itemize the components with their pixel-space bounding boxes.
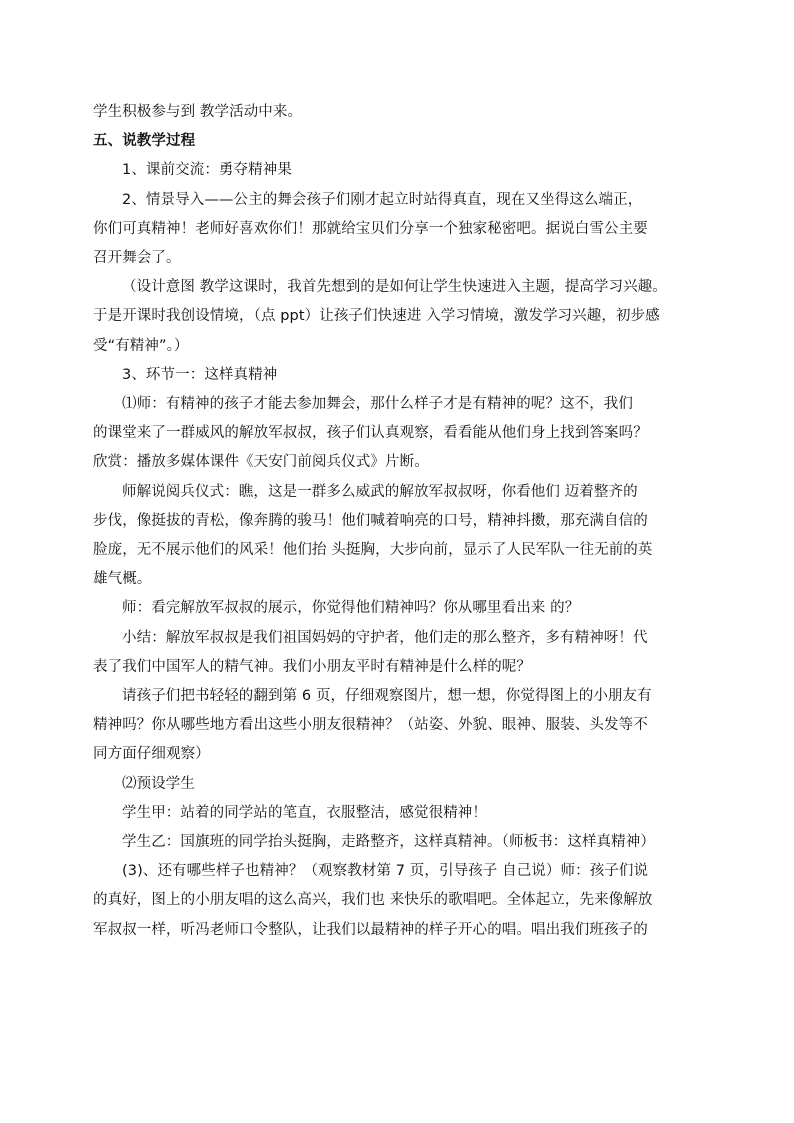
text-line: 请孩子们把书轻轻的翻到第 6 页，仔细观察图片，想一想，你觉得图上的小朋友有: [122, 688, 652, 705]
text-line: 学生乙：国旗班的同学抬头挺胸，走路整齐，这样真精神。（师板书：这样真精神）: [122, 834, 655, 851]
text-line: 师解说阅兵仪式：瞧，这是一群多么威武的解放军叔叔呀，你看他们 迈着整齐的: [122, 483, 638, 500]
text-line: 受“有精神”。）: [93, 337, 189, 354]
text-line: (3)、还有哪些样子也精神？（观察教材第 7 页，引导孩子 自己说）师：孩子们说: [122, 863, 649, 880]
text-line: 表了我们中国军人的精气神。我们小朋友平时有精神是什么样的呢？: [93, 658, 531, 675]
text-line: （设计意图 教学这课时，我首先想到的是如何让学生快速进入主题，提高学习兴趣。: [122, 279, 667, 296]
text-line: 脸庞，无不展示他们的风采！他们抬 头挺胸，大步向前，显示了人民军队一往无前的英: [93, 542, 653, 559]
text-line: 师：看完解放军叔叔的展示，你觉得他们精神吗？你从哪里看出来 的？: [122, 600, 580, 617]
text-line: 召开舞会了。: [93, 250, 181, 267]
text-line: 于是开课时我创设情境，（点 ppt）让孩子们快速进 入学习情境，激发学习兴趣，初步感: [93, 308, 660, 325]
section-heading: 五、说教学过程: [93, 133, 196, 150]
text-line: 欣赏：播放多媒体课件《天安门前阅兵仪式》片断。: [93, 454, 429, 471]
document-page: [93, 98, 705, 945]
text-line: 精神吗？你从哪些地方看出这些小朋友很精神？（站姿、外貌、眼神、服装、头发等不: [93, 717, 648, 734]
text-line: 学生积极参与到 教学活动中来。: [93, 104, 303, 120]
text-line: 2、情景导入——公主的舞会孩子们刚才起立时站得真直，现在又坐得这么端正，: [122, 191, 643, 208]
text-line: 步伐，像挺拔的青松，像奔腾的骏马！他们喊着响亮的口号，精神抖擞，那充满自信的: [93, 512, 648, 529]
text-line: 雄气概。: [93, 571, 152, 588]
text-line: 3、环节一：这样真精神: [122, 366, 278, 383]
text-line: 军叔叔一样，听冯老师口令整队，让我们以最精神的样子开心的唱。唱出我们班孩子的: [93, 921, 648, 938]
text-line: 的真好，图上的小朋友唱的这么高兴，我们也 来快乐的歌唱吧。全体起立，先来像解放: [93, 892, 653, 909]
text-line: ⑴师：有精神的孩子才能去参加舞会，那什么样子才是有精神的呢？这不，我们: [122, 396, 633, 413]
text-line: ⑵预设学生: [122, 775, 195, 792]
text-line: 的课堂来了一群威风的解放军叔叔，孩子们认真观察，看看能从他们身上找到答案吗？: [93, 425, 648, 442]
text-line: 学生甲：站着的同学站的笔直，衣服整洁，感觉很精神！: [122, 804, 487, 821]
text-line: 同方面仔细观察）: [93, 746, 210, 763]
text-line: 1、课前交流：勇夺精神果: [122, 162, 292, 179]
text-line: 你们可真精神！老师好喜欢你们！那就给宝贝们分享一个独家秘密吧。据说白雪公主要: [93, 220, 648, 237]
text-line: 小结：解放军叔叔是我们祖国妈妈的守护者，他们走的那么整齐，多有精神呀！代: [122, 629, 648, 646]
